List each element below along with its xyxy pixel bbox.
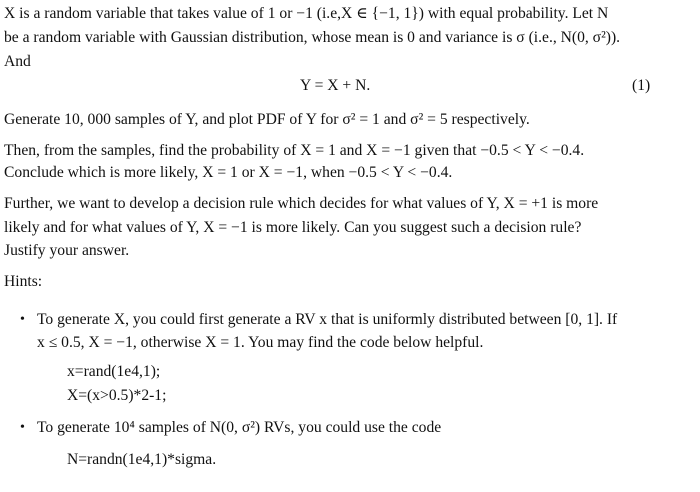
problem-line-4: Generate 10, 000 samples of Y, and plot PDF of Y for σ² = 1 and σ² = 5 respectively.: [4, 111, 530, 128]
problem-line-3: And: [4, 53, 31, 70]
code-line-2: X=(x>0.5)*2-1;: [67, 387, 167, 404]
problem-line-5: Then, from the samples, find the probability of X = 1 and X = −1 given that −0.5 < Y < −0.4.: [4, 142, 585, 159]
equation: Y = X + N.: [300, 77, 371, 94]
problem-line-6: Conclude which is more likely, X = 1 or X = −1, when −0.5 < Y < −0.4.: [4, 164, 453, 181]
problem-line-1: X is a random variable that takes value of 1 or −1 (i.e,X ∈ {−1, 1}) with equal probability. Let N: [4, 5, 609, 22]
code-line-1: x=rand(1e4,1);: [67, 363, 161, 380]
problem-line-2: be a random variable with Gaussian distribution, whose mean is 0 and variance is σ (i.e., N(0, σ²)).: [4, 29, 621, 46]
code-line-3: N=randn(1e4,1)*sigma.: [67, 451, 217, 468]
hint-1-line-1: To generate X, you could first generate a RV x that is uniformly distributed between [0, 1]. If: [37, 311, 618, 328]
bullet-icon: •: [20, 420, 25, 435]
hints-title: Hints:: [4, 273, 43, 290]
problem-line-7: Further, we want to develop a decision rule which decides for what values of Y, X = +1 is more: [4, 195, 599, 212]
problem-line-8: likely and for what values of Y, X = −1 is more likely. Can you suggest such a decision rule?: [4, 219, 582, 236]
bullet-icon: •: [20, 312, 25, 327]
hint-1-line-2: x ≤ 0.5, X = −1, otherwise X = 1. You may find the code below helpful.: [37, 334, 484, 351]
hint-2-line-1: To generate 10⁴ samples of N(0, σ²) RVs, you could use the code: [37, 419, 442, 436]
problem-line-9: Justify your answer.: [4, 242, 130, 259]
equation-number: (1): [632, 77, 651, 94]
